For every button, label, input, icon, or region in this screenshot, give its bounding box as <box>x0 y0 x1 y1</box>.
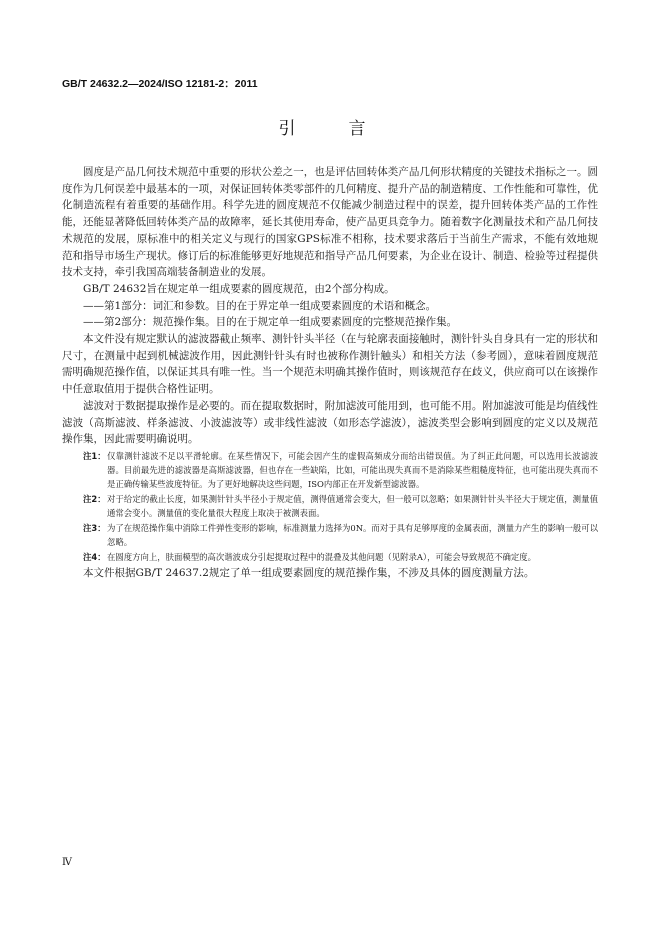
note-text: 在圆度方向上，肤面模型的高次谐波成分引起提取过程中的混叠及其他问题（见附录A），可能会导致规范不确定度。 <box>107 551 536 562</box>
note <box>83 521 598 549</box>
note-label: 注1： <box>83 450 106 461</box>
list-item: ——第2部分：规范操作集。目的在于规定单一组成要素圆度的完整规范操作集。 <box>83 316 458 329</box>
standard-identifier: GB/T 24632.2—2024/ISO 12181-2：2011 <box>62 78 258 90</box>
note-text: 对于给定的截止长度，如果测针针头半径小于规定值，测得值通常会变大，但一般可以忽略；如果测针针头半径大于规定值，测量值通常会变小。测量值的变化量很大程度上取决于被测表面。 <box>107 493 598 518</box>
note-text: 仅靠测针滤波不足以平滑轮廓。在某些情况下，可能会因产生的虚假高频成分而给出错误值。为了纠正此问题，可以选用长波滤波器。目前最先进的滤波器是高斯滤波器，但也存在一些缺陷，比如，可能出现失真而不是消除某些粗糙度特征，也可能出现失真而不是正确传输某些波度特征。为了更好地解决这些问题，ISO内部正在开发新型滤波器。 <box>107 450 598 489</box>
note-label: 注4： <box>83 551 106 562</box>
note-label: 注3： <box>83 522 106 533</box>
note <box>83 449 598 491</box>
list-item: ——第1部分：词汇和参数。目的在于界定单一组成要素圆度的术语和概念。 <box>83 299 437 312</box>
paragraph: 滤波对于数据提取操作是必要的。而在提取数据时，附加滤波可能用到，也可能不用。附加滤波可能是均值线性滤波（高斯滤波、样条滤波、小波滤波等）或非线性滤波（如形态学滤波），滤波类型会影响到圆度的定义以及规范操作集，因此需要明确说明。 <box>62 399 598 446</box>
note-text: 为了在规范操作集中消除工件弹性变形的影响，标准测量力选择为0N。而对于具有足够厚度的金属表面，测量力产生的影响一般可以忽略。 <box>107 522 598 547</box>
paragraph: 本文件没有规定默认的滤波器截止频率、测针针头半径（在与轮廓表面接触时，测针针头自身具有一定的形状和尺寸，在测量中起到机械滤波作用，因此测针针头有时也被称作测针触头）和相关方法（参考圆），意味着圆度规范需明确规范操作值，以保证其具有唯一性。当一个规范未明确其操作值时，则该规范存在歧义，供应商可以在该操作中任意取值用于提供合格性证明。 <box>62 333 598 396</box>
page-title: 引 言 <box>278 119 384 139</box>
page-number: Ⅳ <box>62 857 72 868</box>
note <box>83 492 598 520</box>
document-body <box>62 164 598 582</box>
paragraph: GB/T 24632旨在规定单一组成要素的圆度规范，由2个部分构成。 <box>83 282 395 295</box>
closing-paragraph: 本文件根据GB/T 24637.2规定了单一组成要素圆度的规范操作集，不涉及具体的圆度测量方法。 <box>83 566 535 579</box>
note-label: 注2： <box>83 493 106 504</box>
paragraph: 圆度是产品几何技术规范中重要的形状公差之一，也是评估回转体类产品几何形状精度的关键技术指标之一。圆度作为几何误差中最基本的一项，对保证回转体类零部件的几何精度、提升产品的制造精度、工作性能和可靠性，优化制造流程有着重要的基础作用。科学先进的圆度规范不仅能减少制造过程中的误差，提升回转体类产品的工作性能，还能显著降低回转体类产品的故障率，延长其使用寿命，使产品更具竞争力。随着数字化测量技术和产品几何技术规范的发展，原标准中的相关定义与现行的国家GPS标准不相称，技术要求落后于当前生产需求，不能有效地规范和指导市场生产现状。修订后的标准能够更好地规范和指导产品几何要素，为企业在设计、制造、检验等过程提供技术支持，牵引我国高端装备制造业的发展。 <box>62 166 598 279</box>
note <box>83 550 598 564</box>
